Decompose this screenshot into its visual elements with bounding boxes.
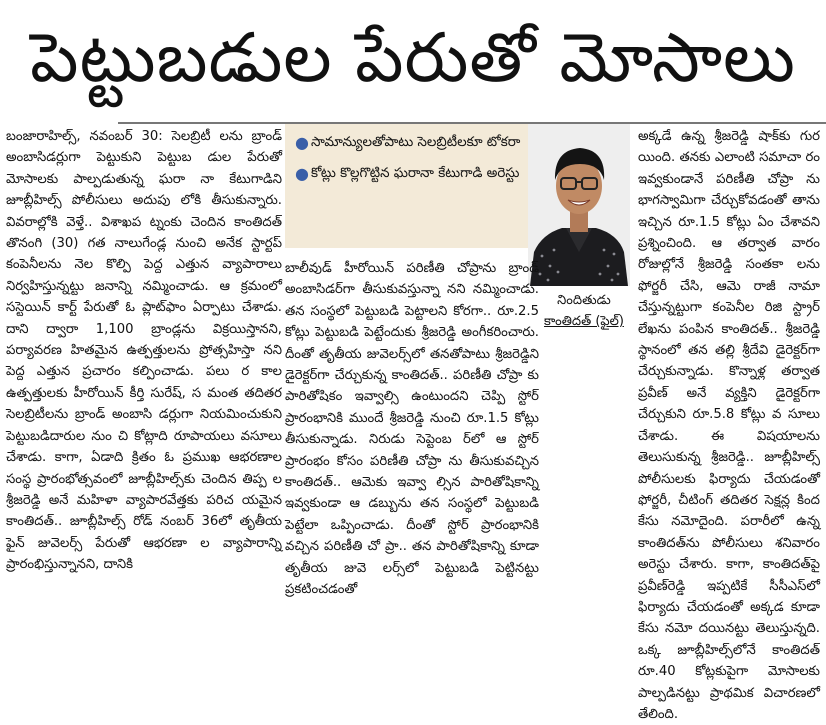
- article-column-1: [6, 126, 282, 576]
- accused-photo: [528, 124, 630, 286]
- article-paragraph: అక్కడే ఉన్న శ్రీజరెడ్డి షాక్‌కు గుర యింది. తనకు ఎలాంటి సమాచా రం ఇవ్వకుండానే పరిణీతి చోప్రా ను భాగస్వామిగా చేర్చుకోవడంతో తాను ఇచ్చిన రూ.1.5 కోట్లు ఏం చేశావని ప్రశ్నించింది. ఆ తర్వాత వారం రోజుల్లోనే శ్రీజరెడ్డి సంతకా లను ఫోర్జరీ చేసి, ఆమె రాజీ నామా చేస్తున్నట్టుగా కంపెనీల రిజి స్ట్రార్ లేఖను పంపిన కాంతిదత్.. శ్రీజరెడ్డి స్థానంలో తన తల్లి శ్రీదేవి డైరెక్టర్‌గా చేర్చుకున్నాడు. కొన్నాళ్ల తర్వాత ప్రవీణ్ అనే వ్యక్తిని డైరెక్టర్‌గా చేర్చుకుని రూ.5.8 కోట్లు వ సూలు చేశాడు. ఈ విషయాలను తెలుసుకున్న శ్రీజరెడ్డి.. జూబ్లీహిల్స్ పోలీసులకు ఫిర్యాదు చేయడంతో ఫోర్జరీ, చీటింగ్ తదితర సెక్షన్ల కింద కేసు నమోదైంది. పరారీలో ఉన్న కాంతిదత్‌ను పోలీసులు శనివారం అరెస్టు చేశారు. కాగా, కాంతిదత్‌పై ప్రవీణ్‌రెడ్డి ఇప్పటికే సీసీఎస్‌లో ఫిర్యాదు చేయడంతో అక్కడ కూడా కేసు నమో దయినట్టు తెలుస్తున్నది. ఒక్క జూబ్లీహిల్స్‌లోనే కాంతిదత్ రూ.40 కోట్లకుపైగా మోసాలకు పాల్పడినట్టు ప్రాథమిక విచారణలో తేలింది.: [638, 129, 820, 722]
- highlight-item: [295, 161, 528, 186]
- article-paragraph: బాలీవుడ్ హీరోయిన్ పరిణీతి చోప్రాను బ్రాండ్ అంబాసిడర్‌గా తీసుకువస్తున్నా నని నమ్మించాడు. తన సంస్థలో పెట్టుబడి పెట్టాలని కోరగా.. రూ.2.5 కోట్లు పెట్టుబడి పెట్టేందుకు శ్రీజరెడ్డి అంగీకరించారు. దీంతో తృతీయ జువెలర్స్‌లో తనతోపాటు శ్రీజరెడ్డిని డైరెక్టర్‌గా చేర్చుకున్న కాంతిదత్.. పరిణీతి చోప్రా కు పారితోషికం ఇవ్వాల్సి ఉంటుందని చెప్పి స్టోర్ ప్రారంభానికి ముందే శ్రీజరెడ్డి నుంచి రూ.1.5 కోట్లు తీసుకున్నాడు. నిరుడు సెప్టెంబ ర్‌లో ఆ స్టోర్ ప్రారంభం కోసం పరిణీతి చోప్రా ను తీసుకువచ్చిన కాంతిదత్.. ఆమెకు ఇవ్వా ల్సిన పారితోషికాన్ని ఇవ్వకుండా ఆ డబ్బును తన సంస్థలో పెట్టుబడి పెట్టేలా ఒప్పించాడు. దీంతో స్టోర్ ప్రారంభానికి వచ్చిన పరిణీతి చో ప్రా.. తన పారితోషికాన్ని కూడా తృతీయ జువె లర్స్‌లో పెట్టుబడి పెట్టినట్టు ప్రకటించడంతో: [285, 261, 539, 598]
- caption-line: కాంతిదత్ (ఫైల్): [544, 314, 624, 329]
- bullet-icon: ●: [295, 164, 309, 183]
- highlight-item: [295, 130, 528, 155]
- article-paragraph: బంజారాహిల్స్, నవంబర్ 30: సెలబ్రిటీ లను బ్రాండ్ అంబాసిడర్లుగా పెట్టుకుని పెట్టుబ డుల పేరుతో మోసాలకు పాల్పడుతున్న ఘరా నా కేటుగాడిని జూబ్లీహిల్స్ పోలీసులు అదుపు లోకి తీసుకున్నారు. వివరాల్లోకి వెళ్తే.. విశాఖప ట్నంకు చెందిన కాంతిదత్ తొనంగి (30) గత నాలుగేండ్ల నుంచి అనేక స్టార్టప్ కంపెనీలను నెల కొల్పి పెద్ద ఎత్తున వ్యాపారాలు నిర్వహిస్తున్నట్టు జనాన్ని నమ్మించాడు. ఆ క్రమంలో సస్టెయిన్ కార్ట్ పేరుతో ఓ ప్లాట్‌ఫాం ఏర్పాటు చేశాడు. దాని ద్వారా 1,100 బ్రాండ్లను విక్రయిస్తానని, పర్యావరణ హితమైన ఉత్పత్తులను ప్రోత్సహిస్తా నని పెద్ద ఎత్తున ప్రచారం కల్పించాడు. పలు ర కాల ఉత్పత్తులకు హీరోయిన్ కీర్తి సురేష్, స మంత తదితర సెలబ్రిటీలను బ్రాండ్ అంబాసి డర్లుగా నియమించుకుని పెట్టుబడిదారుల నుం చి కోట్లాది రూపాయలు వసూలు చేశాడు. కాగా, ఏడాది క్రితం ఓ ప్రముఖ ఆభరణాల సంస్థ ప్రారంభోత్సవంలో జూబ్లీహిల్స్‌కు చెందిన తిప్ప ల శ్రీజరెడ్డి అనే మహిళా వ్యాపారవేత్తకు పరిచ యమైన కాంతిదత్.. జూబ్లీహిల్స్ రోడ్ నంబర్ 36లో తృతీయ ఫైన్ జువెలర్స్ పేరుతో ఆభరణా ల వ్యాపారాన్ని ప్రారంభిస్తున్నానని, దానికి: [6, 129, 282, 573]
- caption-line: నిందితుడు: [557, 293, 611, 308]
- highlight-text: కోట్లు కొల్లగొట్టిన ఘరానా కేటుగాడి అరెస్టు: [311, 166, 520, 181]
- article-column-2: [285, 258, 539, 601]
- article-column-3: [638, 126, 820, 725]
- highlights-box: [285, 124, 537, 248]
- highlight-text: సామాన్యులతోపాటు సెలబ్రిటీలకూ టోకరా: [311, 135, 521, 150]
- photo-caption: [539, 290, 629, 332]
- headline: పెట్టుబడుల పేరుతో మోసాలు: [30, 19, 796, 98]
- portrait-image: [528, 124, 630, 286]
- bullet-icon: ●: [295, 133, 309, 152]
